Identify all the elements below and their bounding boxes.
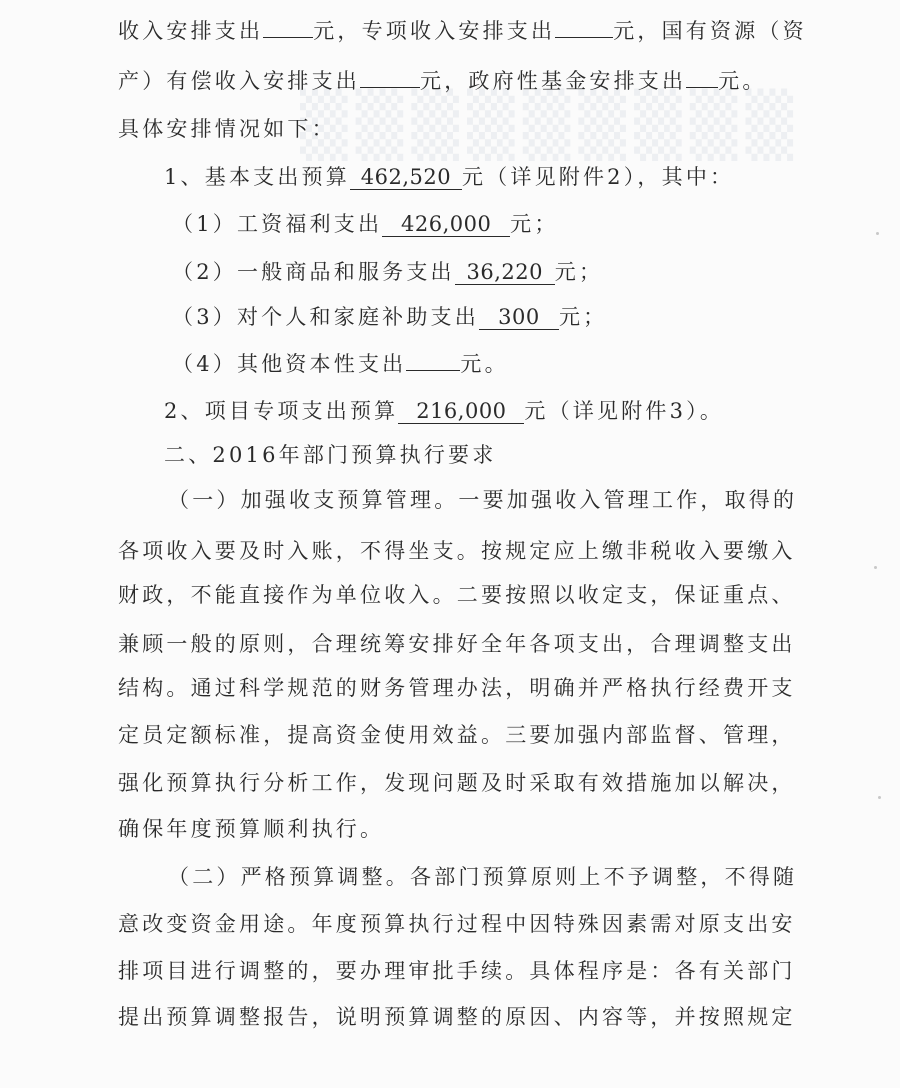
text-segment: 排项目进行调整的，要办理审批手续。具体程序是：各有关部门 <box>118 959 796 983</box>
budget-subitem-2 <box>172 258 603 286</box>
text-segment: 2、项目专项支出预算 <box>164 399 399 423</box>
text-line <box>168 863 797 891</box>
text-segment: 元； <box>558 305 608 329</box>
text-segment: （一）加强收支预算管理。一要加强收入管理工作，取得的 <box>168 488 798 512</box>
text-segment: 具体安排情况如下： <box>118 117 336 141</box>
text-segment: （2）一般商品和服务支出 <box>172 260 455 284</box>
text-line <box>118 815 384 843</box>
text-line <box>118 581 796 609</box>
budget-subitem-3 <box>172 303 607 331</box>
text-segment: 意改变资金用途。年度预算执行过程中因特殊因素需对原支出安 <box>118 912 796 936</box>
amount-blank <box>406 370 460 371</box>
text-segment: 元； <box>510 212 559 236</box>
section-heading <box>164 441 496 469</box>
text-segment: （二）严格预算调整。各部门预算原则上不予调整，不得随 <box>168 865 798 889</box>
text-segment: 兼顾一般的原则，合理统筹安排好全年各项支出，合理调整支出 <box>118 632 796 656</box>
text-segment: 定员定额标准，提高资金使用效益。三要加强内部监督、管理， <box>118 723 796 747</box>
amount-value: 300 <box>479 305 559 330</box>
amount-blank <box>263 37 313 38</box>
text-line <box>118 17 807 45</box>
amount-value: 462,520 <box>350 165 462 190</box>
text-segment: 确保年度预算顺利执行。 <box>118 817 385 841</box>
text-segment: 元，国有资源（资 <box>613 19 807 43</box>
text-segment: 二、2016年部门预算执行要求 <box>164 443 497 467</box>
text-segment: 元； <box>554 260 604 284</box>
text-segment: 提出预算调整报告，说明预算调整的原因、内容等，并按照规定 <box>118 1005 796 1029</box>
text-segment: 收入安排支出 <box>118 19 264 43</box>
text-segment: 元，政府性基金安排支出 <box>420 69 687 93</box>
text-segment: 产）有偿收入安排支出 <box>118 69 360 93</box>
budget-item-basic <box>164 163 734 191</box>
text-segment: （1）工资福利支出 <box>172 212 383 236</box>
text-line <box>118 630 796 658</box>
text-line <box>118 721 796 749</box>
text-segment: 各项收入要及时入账，不得坐支。按规定应上缴非税收入要缴入 <box>118 539 796 563</box>
text-segment: 元，专项收入安排支出 <box>313 19 556 43</box>
amount-blank <box>555 37 613 38</box>
text-line <box>118 115 336 143</box>
text-segment: 财政，不能直接作为单位收入。二要按照以收定支，保证重点、 <box>118 583 796 607</box>
amount-value: 426,000 <box>382 212 510 237</box>
text-line <box>118 67 767 95</box>
amount-value: 216,000 <box>398 399 524 424</box>
scan-speck <box>876 232 879 235</box>
text-line <box>118 1003 796 1031</box>
text-line <box>118 769 796 797</box>
bleed-through-shadow: ▒▒▒▒▒▒▒▒▒ <box>300 88 802 161</box>
text-line <box>168 486 797 514</box>
scan-speck <box>874 566 877 569</box>
budget-subitem-1 <box>172 210 559 238</box>
text-line <box>118 537 796 565</box>
scan-speck <box>878 796 881 799</box>
text-segment: 结构。通过科学规范的财务管理办法，明确并严格执行经费开支 <box>118 676 796 700</box>
text-segment: 1、基本支出预算 <box>164 165 350 189</box>
text-segment: 元（详见附件3）。 <box>524 399 725 423</box>
text-segment: 元。 <box>718 69 767 93</box>
text-line <box>118 910 796 938</box>
amount-value: 36,220 <box>455 260 555 285</box>
amount-blank <box>360 87 420 88</box>
budget-item-project <box>164 397 724 425</box>
text-line <box>118 674 796 702</box>
text-segment: 元（详见附件2），其中： <box>461 165 735 189</box>
budget-subitem-4 <box>172 350 509 378</box>
text-segment: （4）其他资本性支出 <box>172 352 407 376</box>
text-segment: （3）对个人和家庭补助支出 <box>172 305 479 329</box>
amount-blank <box>686 87 718 88</box>
text-line <box>118 957 796 985</box>
text-segment: 强化预算执行分析工作，发现问题及时采取有效措施加以解决， <box>118 771 796 795</box>
text-segment: 元。 <box>460 352 509 376</box>
